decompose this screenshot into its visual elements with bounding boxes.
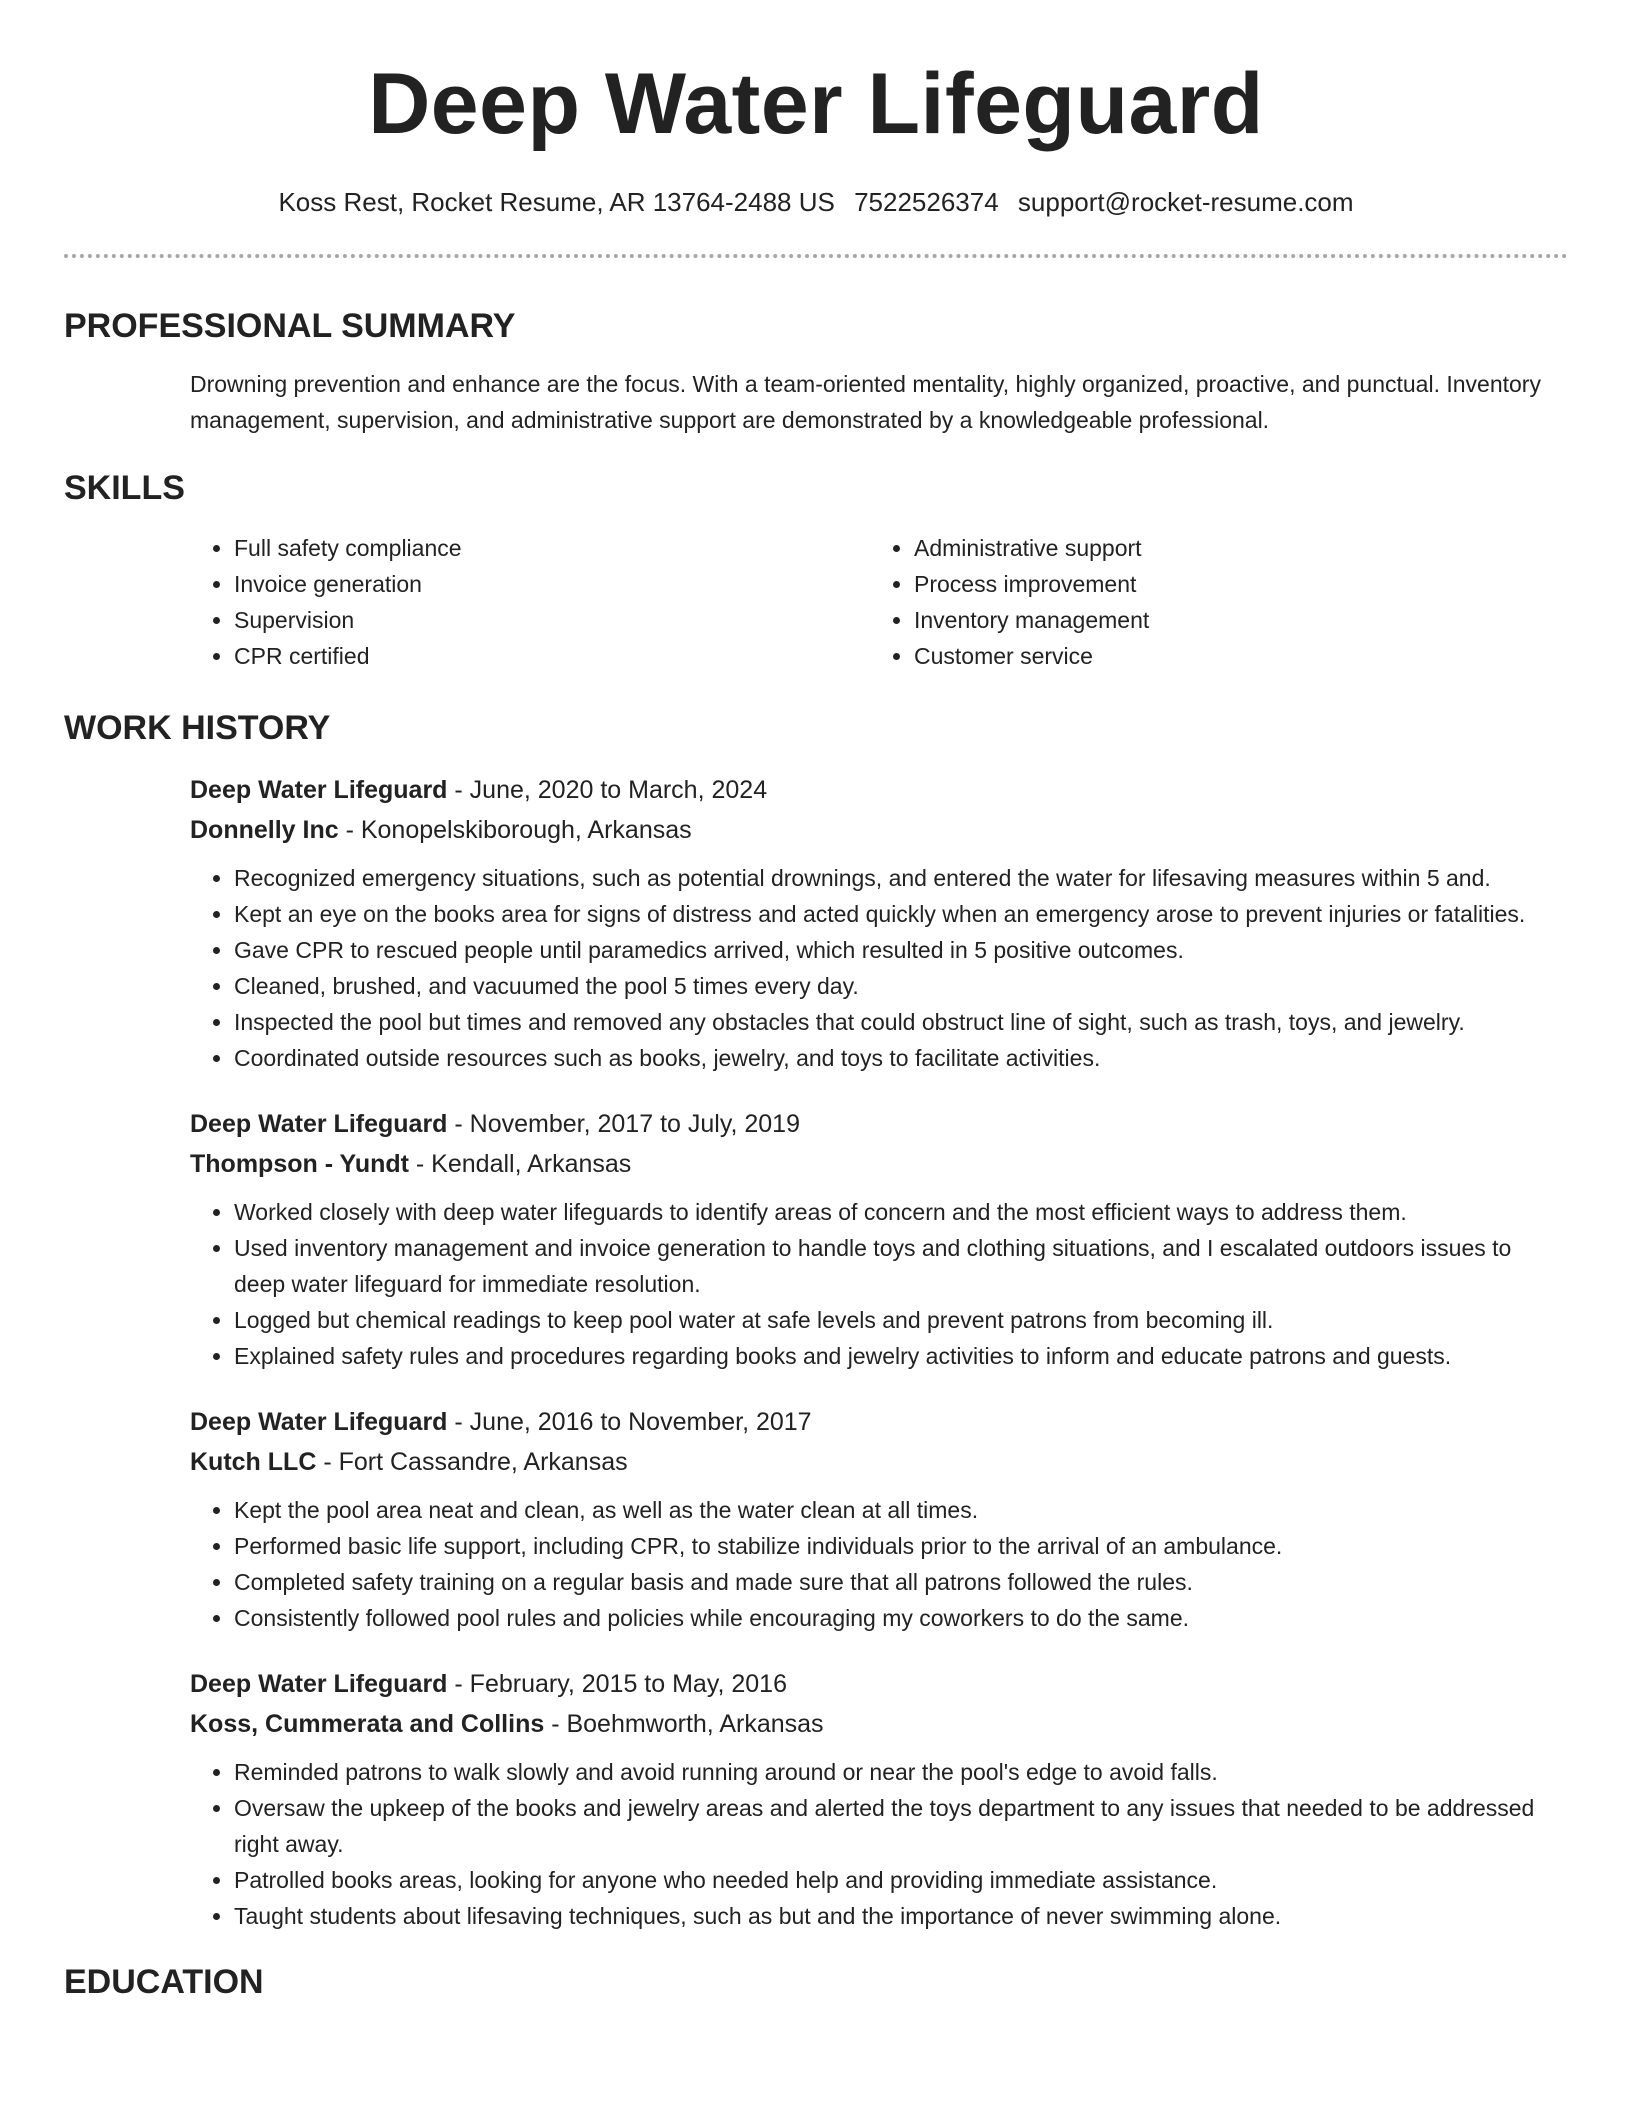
job-location: - Kendall, Arkansas [408,1150,632,1178]
skill-item: • CPR certified [234,638,870,674]
header-divider [64,254,1568,258]
job-bullet: • Kept the pool area neat and clean, as well as the water clean at all times. [234,1492,1568,1528]
job-company-line [190,1144,1568,1184]
job-company: Thompson - Yundt [190,1150,409,1178]
job-company: Donnelly Inc [190,816,339,844]
job-company-line [190,1442,1568,1482]
job-bullet: • Reminded patrons to walk slowly and avoid running around or near the pool's edge to avoid falls. [234,1754,1568,1790]
job-title-line [190,1402,1568,1442]
job-dates: - June, 2016 to November, 2017 [447,1408,812,1436]
skill-item: • Process improvement [914,566,1550,602]
job-title-line [190,1104,1568,1144]
summary-section [64,304,1568,438]
job-entry [190,1402,1568,1636]
skills-section [64,466,1568,674]
job-location: - Konopelskiborough, Arkansas [338,816,692,844]
skill-item: • Supervision [234,602,870,638]
job-bullets [190,1492,1568,1636]
job-bullet: • Inspected the pool but times and removed any obstacles that could obstruct line of sight, such as trash, toys, and jewelry. [234,1004,1568,1040]
skills-heading: SKILLS [64,469,185,507]
job-bullet: • Completed safety training on a regular basis and made sure that all patrons followed the rules. [234,1564,1568,1600]
job-company: Kutch LLC [190,1448,317,1476]
job-entry [190,770,1568,1076]
job-title: Deep Water Lifeguard [190,776,448,804]
job-bullets [190,860,1568,1076]
summary-text: Drowning prevention and enhance are the focus. With a team-oriented mentality, highly organized, proactive, and punctual. Inventory management, supervision, and administrative support are demonstrated by a knowledgeable professional. [190,371,1541,433]
education-section [64,1960,1568,2004]
contact-email: support@rocket-resume.com [1017,187,1354,217]
job-entry [190,1664,1568,1934]
job-bullet: • Taught students about lifesaving techniques, such as but and the importance of never swimming alone. [234,1898,1568,1934]
skills-column-left [190,530,870,674]
job-bullet: • Patrolled books areas, looking for anyone who needed help and providing immediate assistance. [234,1862,1568,1898]
skills-column-right [870,530,1550,674]
contact-line [0,184,1632,220]
job-bullet: • Performed basic life support, including CPR, to stabilize individuals prior to the arrival of an ambulance. [234,1528,1568,1564]
job-dates: - November, 2017 to July, 2019 [447,1110,800,1138]
job-bullet: • Recognized emergency situations, such as potential drownings, and entered the water for lifesaving measures within 5 and. [234,860,1568,896]
skill-item: • Customer service [914,638,1550,674]
work-history-heading: WORK HISTORY [64,709,331,747]
skill-item: • Administrative support [914,530,1550,566]
job-bullet: • Cleaned, brushed, and vacuumed the pool 5 times every day. [234,968,1568,1004]
job-dates: - February, 2015 to May, 2016 [447,1670,787,1698]
job-title: Deep Water Lifeguard [190,1670,448,1698]
job-bullets [190,1754,1568,1934]
job-company: Koss, Cummerata and Collins [190,1710,545,1738]
job-location: - Fort Cassandre, Arkansas [316,1448,628,1476]
job-title: Deep Water Lifeguard [190,1408,448,1436]
job-bullet: • Explained safety rules and procedures regarding books and jewelry activities to inform and educate patrons and guests. [234,1338,1568,1374]
job-bullets [190,1194,1568,1374]
education-heading: EDUCATION [64,1963,264,2001]
job-company-line [190,1704,1568,1744]
job-bullet: • Consistently followed pool rules and policies while encouraging my coworkers to do the same. [234,1600,1568,1636]
work-history-section [64,706,1568,1934]
job-company-line [190,810,1568,850]
resume-header [0,0,1632,220]
job-entry [190,1104,1568,1374]
job-bullet: • Gave CPR to rescued people until paramedics arrived, which resulted in 5 positive outcomes. [234,932,1568,968]
job-dates: - June, 2020 to March, 2024 [447,776,768,804]
job-bullet: • Used inventory management and invoice generation to handle toys and clothing situations, and I escalated outdoors issues to deep water lifeguard for immediate resolution. [234,1230,1568,1302]
job-title: Deep Water Lifeguard [190,1110,448,1138]
contact-address: Koss Rest, Rocket Resume, AR 13764-2488 US [278,187,835,217]
skills-grid [190,530,1568,674]
summary-heading: PROFESSIONAL SUMMARY [64,307,516,345]
skill-item: • Full safety compliance [234,530,870,566]
job-bullet: • Coordinated outside resources such as books, jewelry, and toys to facilitate activities. [234,1040,1568,1076]
job-bullet: • Oversaw the upkeep of the books and jewelry areas and alerted the toys department to any issues that needed to be addressed right away. [234,1790,1568,1862]
job-bullet: • Worked closely with deep water lifeguards to identify areas of concern and the most efficient ways to address them. [234,1194,1568,1230]
contact-phone: 7522526374 [854,187,999,217]
job-title-line [190,770,1568,810]
skill-item: • Invoice generation [234,566,870,602]
job-title-line [190,1664,1568,1704]
job-bullet: • Logged but chemical readings to keep pool water at safe levels and prevent patrons from becoming ill. [234,1302,1568,1338]
skill-item: • Inventory management [914,602,1550,638]
candidate-name: Deep Water Lifeguard [368,56,1264,152]
job-bullet: • Kept an eye on the books area for signs of distress and acted quickly when an emergency arose to prevent injuries or fatalities. [234,896,1568,932]
job-location: - Boehmworth, Arkansas [544,1710,824,1738]
